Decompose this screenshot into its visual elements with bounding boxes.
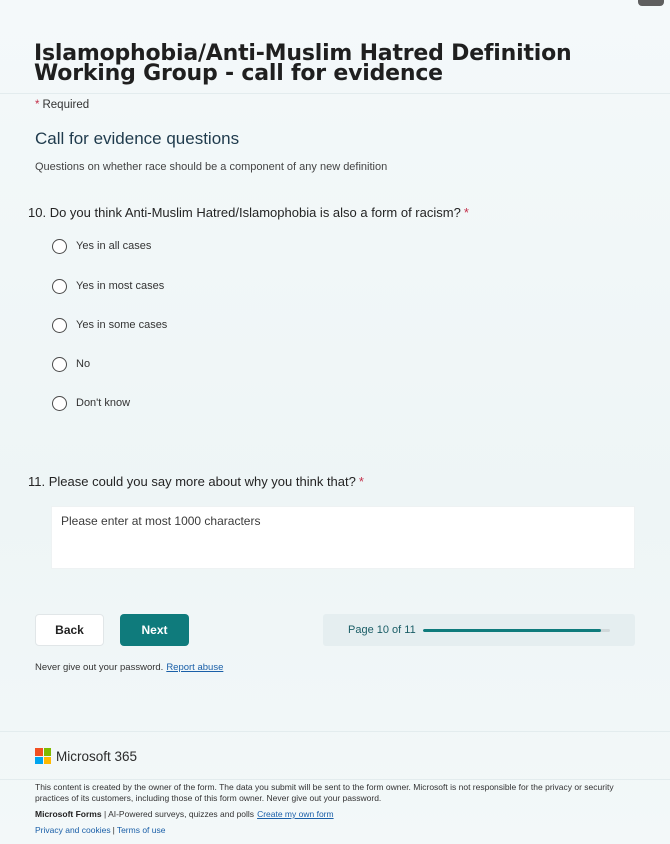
forms-tagline: | AI-Powered surveys, quizzes and polls xyxy=(103,809,255,819)
option-no[interactable] xyxy=(52,355,90,373)
question-11-required-star: * xyxy=(358,474,364,489)
question-10-text: Do you think Anti-Muslim Hatred/Islamophobia is also a form of racism? xyxy=(49,205,461,220)
report-abuse-link[interactable]: Report abuse xyxy=(166,662,224,673)
create-form-link[interactable]: Create my own form xyxy=(257,809,334,819)
password-note-text: Never give out your password. xyxy=(35,662,164,673)
legal-links xyxy=(35,825,165,835)
question-10-title xyxy=(28,205,469,220)
microsoft-365-logo xyxy=(35,748,137,764)
progress-fill xyxy=(423,629,601,632)
radio-button[interactable] xyxy=(52,279,67,294)
back-button[interactable]: Back xyxy=(35,614,104,646)
terms-link[interactable]: Terms of use xyxy=(116,825,166,835)
question-11-number: 11. xyxy=(28,474,46,489)
microsoft-logo-icon xyxy=(35,748,51,764)
radio-button[interactable] xyxy=(52,396,67,411)
privacy-link[interactable]: Privacy and cookies xyxy=(35,825,111,835)
password-note xyxy=(35,662,223,673)
question-11-text: Please could you say more about why you think that? xyxy=(48,474,356,489)
disclaimer-text: This content is created by the owner of the form. The data you submit will be sent to the form owner. Microsoft is not responsible for the privacy or security practices of its customers, including those of this form owner. Never give out your password. xyxy=(35,782,614,803)
required-note xyxy=(35,99,89,111)
option-label: Yes in most cases xyxy=(76,280,165,292)
section-description: Questions on whether race should be a component of any new definition xyxy=(35,161,388,173)
header-divider xyxy=(0,93,670,94)
answer-textarea[interactable] xyxy=(51,506,635,569)
option-yes-in-all-cases[interactable] xyxy=(52,237,151,255)
radio-button[interactable] xyxy=(52,239,67,254)
link-separator: | xyxy=(112,825,115,835)
radio-button[interactable] xyxy=(52,357,67,372)
page-progress xyxy=(323,614,635,646)
question-10-number: 10. xyxy=(28,205,47,220)
progress-track xyxy=(423,629,610,632)
answer-placeholder: Please enter at most 1000 characters xyxy=(61,514,261,528)
required-star: * xyxy=(35,99,40,111)
progress-label: Page 10 of 11 xyxy=(348,624,416,636)
option-label: Don't know xyxy=(76,397,131,409)
option-label: Yes in some cases xyxy=(76,319,168,331)
footer-divider-bottom xyxy=(0,779,670,780)
question-10-required-star: * xyxy=(463,205,469,220)
option-yes-in-most-cases[interactable] xyxy=(52,277,164,295)
forms-brand: Microsoft Forms xyxy=(35,809,102,819)
radio-button[interactable] xyxy=(52,318,67,333)
window-corner-tab xyxy=(638,0,664,6)
brand-name: Microsoft 365 xyxy=(56,748,138,764)
forms-line xyxy=(35,809,334,819)
form-title: Islamophobia/Anti-Muslim Hatred Definition Working Group - call for evidence xyxy=(34,41,572,86)
section-title: Call for evidence questions xyxy=(35,129,240,148)
required-label: Required xyxy=(42,99,90,111)
footer-divider xyxy=(0,731,670,732)
option-yes-in-some-cases[interactable] xyxy=(52,316,167,334)
question-11-title xyxy=(28,474,364,489)
next-button[interactable]: Next xyxy=(120,614,189,646)
option-dont-know[interactable] xyxy=(52,394,130,412)
option-label: Yes in all cases xyxy=(76,240,152,252)
option-label: No xyxy=(76,358,91,370)
